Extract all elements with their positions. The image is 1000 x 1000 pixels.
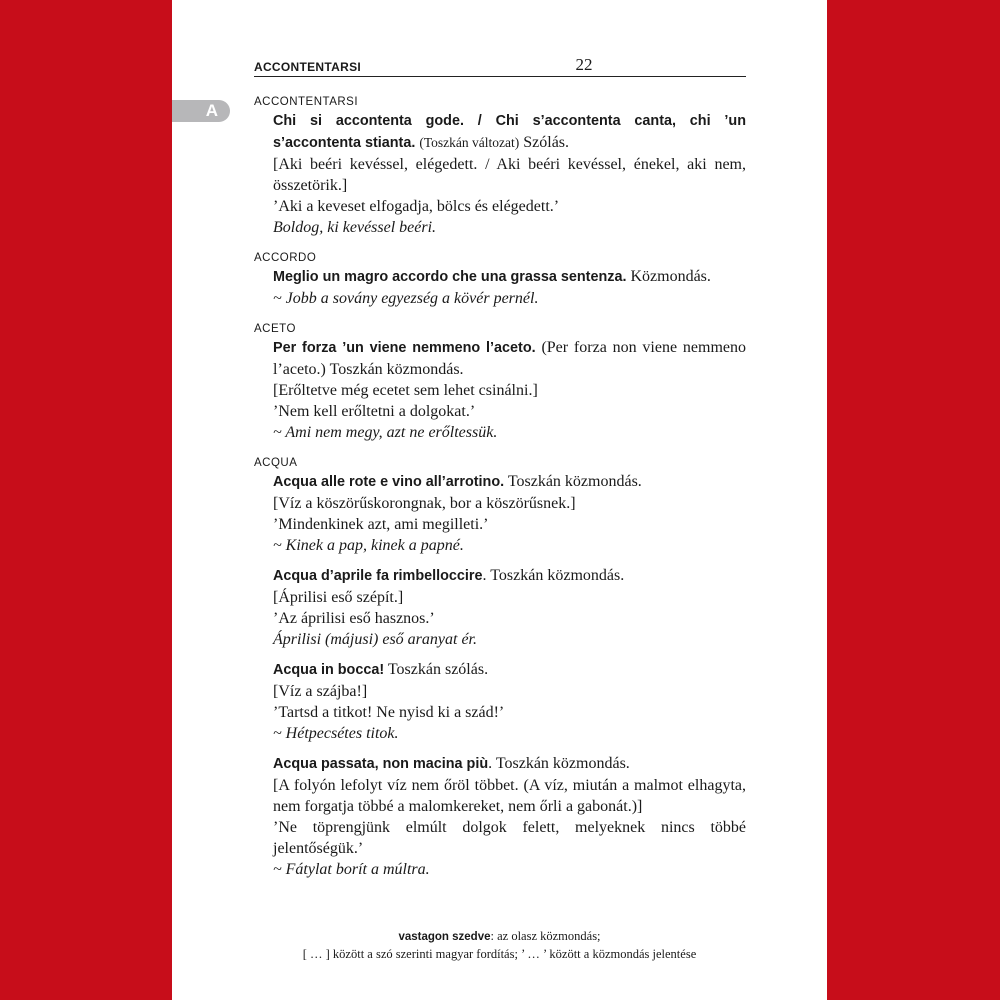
- hungarian-equivalent: Áprilisi (májusi) eső aranyat ér.: [273, 631, 477, 648]
- literal-translation: [Erőltetve még ecetet sem lehet csinálni.]: [273, 382, 538, 399]
- literal-translation: [Víz a köszörűskorongnak, bor a köszörűsnek.]: [273, 495, 576, 512]
- hungarian-equivalent: Boldog, ki kevéssel beéri.: [273, 219, 437, 236]
- entry-type: Közmondás.: [630, 268, 711, 285]
- proverb-meaning: ’Ne töprengjünk elmúlt dolgok felett, melyeknek nincs többé jelentőségük.’: [273, 819, 746, 857]
- dictionary-content: [254, 94, 746, 880]
- variant-note: (Per forza non viene nemmeno l’aceto.): [273, 339, 746, 378]
- proverb-meaning: ’Mindenkinek azt, ami megilleti.’: [273, 516, 489, 533]
- page-number: 22: [575, 55, 593, 74]
- italian-proverb: Chi si accontenta gode. / Chi s’accontenta canta, chi ’un s’accontenta stianta.: [273, 113, 746, 151]
- dictionary-entry: [273, 471, 746, 556]
- proverb-meaning: ’Nem kell erőltetni a dolgokat.’: [273, 403, 476, 420]
- literal-translation: [Víz a szájba!]: [273, 683, 368, 700]
- dictionary-entry: [273, 266, 746, 309]
- proverb-meaning: ’Tartsd a titkot! Ne nyisd ki a szád!’: [273, 704, 505, 721]
- literal-translation: [A folyón lefolyt víz nem őröl többet. (A víz, miután a malmot elhagyta, nem forgatja többé a malomkereket, nem őrli a gabonát.)]: [273, 777, 746, 815]
- proverb-meaning: ’Aki a keveset elfogadja, bölcs és elégedett.’: [273, 198, 560, 215]
- running-head: [254, 56, 746, 77]
- italian-proverb: Per forza ’un viene nemmeno l’aceto.: [273, 340, 536, 356]
- dictionary-entry: [273, 565, 746, 650]
- running-head-headword: ACCONTENTARSI: [254, 60, 362, 74]
- letter-thumb-tab: [172, 100, 230, 122]
- dictionary-entry: [273, 337, 746, 443]
- entry-headword: ACETO: [254, 323, 296, 335]
- italian-proverb: Acqua passata, non macina più: [273, 756, 489, 772]
- entry-type: Szólás.: [523, 134, 570, 151]
- italian-proverb: Acqua d’aprile fa rimbelloccire: [273, 568, 483, 584]
- thumb-tab-letter: A: [205, 101, 218, 120]
- entry-type: Toszkán szólás.: [387, 661, 489, 678]
- entry-type: . Toszkán közmondás.: [482, 567, 625, 584]
- italian-proverb: Meglio un magro accordo che una grassa sentenza.: [273, 269, 627, 285]
- entry-headword: ACQUA: [254, 457, 298, 469]
- dictionary-entry: [273, 110, 746, 238]
- hungarian-equivalent: ~ Jobb a sovány egyezség a kövér pernél.: [273, 290, 539, 307]
- hungarian-equivalent: ~ Fátylat borít a múltra.: [273, 861, 430, 878]
- legend-bold-desc: : az olasz közmondás;: [490, 929, 601, 943]
- hungarian-equivalent: ~ Kinek a pap, kinek a papné.: [273, 537, 464, 554]
- literal-translation: [Áprilisi eső szépít.]: [273, 589, 404, 606]
- entry-headword: ACCORDO: [254, 252, 317, 264]
- entry-type: Toszkán közmondás.: [329, 361, 464, 378]
- legend-line-1: [172, 928, 827, 946]
- proverb-meaning: ’Az áprilisi eső hasznos.’: [273, 610, 435, 627]
- legend-line-2: [ … ] között a szó szerinti magyar fordítás; ’ … ’ között a közmondás jelentése: [302, 947, 697, 961]
- book-page: [172, 0, 827, 1000]
- hungarian-equivalent: ~ Hétpecsétes titok.: [273, 725, 399, 742]
- entry-type: . Toszkán közmondás.: [488, 755, 630, 772]
- italian-proverb: Acqua in bocca!: [273, 662, 385, 678]
- dictionary-entry: [273, 753, 746, 880]
- hungarian-equivalent: ~ Ami nem megy, azt ne erőltessük.: [273, 424, 498, 441]
- legend-footer: [172, 928, 827, 963]
- entry-headword: ACCONTENTARSI: [254, 96, 359, 108]
- italian-proverb: Acqua alle rote e vino all’arrotino.: [273, 474, 505, 490]
- entry-type: Toszkán közmondás.: [507, 473, 642, 490]
- variant-note: (Toszkán változat): [419, 135, 520, 150]
- literal-translation: [Aki beéri kevéssel, elégedett. / Aki beéri kevéssel, énekel, aki nem, összetörik.]: [273, 156, 746, 194]
- dictionary-entry: [273, 659, 746, 744]
- legend-bold-term: vastagon szedve: [398, 931, 491, 943]
